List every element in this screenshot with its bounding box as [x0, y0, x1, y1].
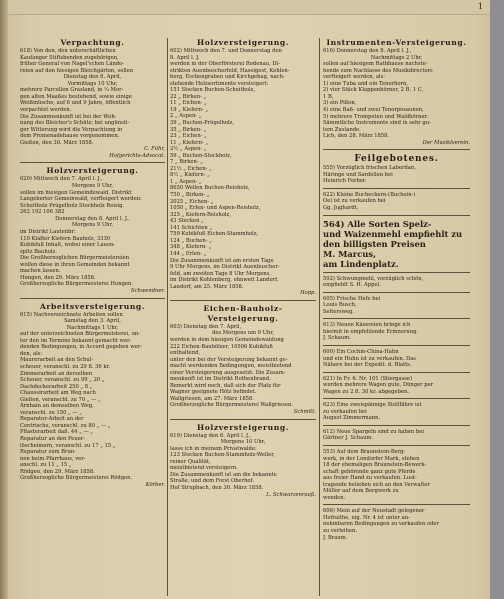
text-line: wenden. [323, 494, 346, 501]
text-line: J. Schaum. [323, 335, 351, 342]
column-middle [170, 38, 316, 596]
text-line: Kaufanger Stiftsbenden zugehörigen, [20, 54, 119, 61]
notice-hofraithe [323, 508, 470, 541]
text-line: 4) eine Baß- und zwei Tenorposaunen, [323, 106, 424, 113]
text-line: nung des Bleicher's Schütz; bei ungünsti- [20, 120, 130, 127]
text-line: 612) Neue Spargeln sind zu haben bei [323, 428, 424, 435]
text-line: Die Zusammenkunft ist bei der Woh- [20, 113, 117, 120]
text-line: 615) Nachverzeichnete Arbeiten sollen [20, 311, 123, 318]
text-line: werden mehrere Wagen gute, Dünger per [323, 382, 434, 389]
notice-divider [170, 300, 316, 301]
text-line: Maurerarbeit an den Schul- [20, 357, 94, 364]
text-line: 151 Stecken Buchen-Scheitholz, [170, 87, 256, 94]
notice-schwungmehl [323, 276, 470, 289]
text-line: Seltersweg. [323, 308, 355, 315]
text-line: Centrische, veranschl. zu 80 „ — „ [20, 422, 111, 429]
text-line: 222 Eichen-Bauhölzer, 10506 Kubikfuß [170, 343, 273, 350]
notice-body [170, 324, 316, 409]
text-line: 606) Mein auf der Neustadt gelegener [323, 508, 425, 515]
text-line: Wagner geeignete Hölz befindet. [170, 389, 257, 396]
notice-holzversteigerung-619 [170, 423, 316, 499]
text-line: 348 „ Kiefern- „ [170, 244, 212, 251]
notice-divider [323, 292, 470, 293]
text-line: 623) Eine zweispännige Stellfähre ist [323, 402, 422, 409]
text-line: Donnerstag den 8. April l. J., [55, 215, 130, 222]
text-line: 141 Schichten „ [170, 224, 213, 231]
notice-signature [20, 482, 165, 489]
notice-signature [170, 290, 316, 297]
text-line: 11 „ Kiefern- „ [170, 139, 209, 146]
text-line: Großherzogliche Bürgermeisterei Rödgen. [20, 475, 133, 482]
text-line: Gießen, den 30. März 1858. [20, 139, 94, 146]
notice-divider [323, 215, 470, 216]
notice-heading: Eichen-Bauholz-Versteigerung. [203, 303, 283, 323]
text-line: Häringe und Sardellen bei [323, 171, 393, 178]
text-line: anschl. zu 11 „ 15 „ [20, 462, 72, 469]
text-line: 600) Ein Cochin-China-Hahn [323, 348, 399, 355]
notice-divider [323, 398, 470, 399]
text-line: 759 Kubikfuß Eichen-Stammholz, [170, 231, 259, 238]
text-line: empfiehlt S. H. Appel. [323, 282, 381, 289]
text-line: Großherzogliche Bürgermeisterei Hungen. [20, 281, 133, 288]
column-rule-left [167, 38, 168, 596]
text-line: 123 Stecken Buchen-Stammholz-Weller, [170, 452, 275, 459]
text-line: den, als: [20, 350, 43, 357]
text-line: 555) Vorzüglich frischen Laberdan, [323, 165, 416, 172]
text-line: werden in dem hiesigen Gemeindewaldung [170, 336, 284, 343]
notice-heading: Holzversteigerung. [46, 166, 139, 176]
column-rule-right [319, 38, 320, 596]
column-left [20, 38, 165, 596]
notice-divider [323, 188, 470, 189]
signature-line: Der Musiklverein. [422, 139, 470, 146]
notice-body [323, 48, 470, 140]
text-line: Oel ist zu verkaufen bei [323, 198, 386, 205]
text-line: enthaltend, [170, 350, 201, 357]
text-line: sollen im hiesigen Gemeindewald, Distrikt [20, 189, 132, 196]
text-line: Bemerkt wird noch, daß sich der Platz für [170, 382, 281, 389]
notice-heading: Holzversteigerung. [196, 38, 290, 47]
notice-body [20, 176, 165, 287]
notice-holzversteigerung-602 [170, 38, 316, 297]
notice-divider [323, 318, 470, 319]
text-line: Vormittags 10 Uhr, [67, 80, 118, 87]
top-margin-band [8, 0, 490, 15]
text-line: 622) Kleine Bucheckern-(Buchein-) [323, 191, 416, 198]
text-line: verpachtet werden. [20, 107, 72, 114]
text-line: 8½ „ Kiefern- „ [170, 172, 210, 179]
text-line: werk, in der Londorfer Mark, stehen [323, 455, 420, 462]
text-line: Reparatur zum Brun- [20, 449, 76, 456]
notice-body [170, 433, 316, 492]
notice-divider [323, 345, 470, 346]
notice-divider [323, 372, 470, 373]
text-line: Zimmerarbeit an derselben [20, 370, 93, 377]
text-line: reien auf den hiesigen Bleichgärten, sollen [20, 67, 134, 74]
text-line: 11 „ Eichen- „ [170, 100, 207, 107]
text-line: nen beim Pfarrhaus, ver- [20, 455, 86, 462]
text-line: 592) Schwungmehl, vorzüglich schön, [323, 275, 424, 282]
text-line: 2½ „ Aspen- „ [170, 146, 207, 153]
text-line: Die Zusammenkunft ist am die bekannte [170, 471, 277, 478]
notice-stellfaehre [323, 402, 470, 422]
notice-body [20, 48, 165, 146]
notice-divider [323, 272, 470, 273]
text-line: Hofraithe, eig. Nr. 4 ist unter an- [323, 514, 410, 521]
text-line: Samstag den 3. April, [64, 318, 121, 325]
text-line: berg, Eschengraben und Kirchgehag, nach- [170, 74, 285, 81]
text-line: denden Bedingungen, in Accord gegeben wer- [20, 344, 143, 351]
notice-divider [20, 298, 165, 299]
notice-braunstein-pferde [323, 449, 470, 501]
text-line: Straße, und dem Forst Oberhof. [170, 478, 254, 485]
text-line: Kubikfuß Inhalt, wobei einer Lauen- [20, 242, 116, 249]
text-line: 22 „ Birken- „ [170, 93, 207, 100]
text-line: 621) In Fr. 6. Nr. 101 (Stiergasse) [323, 375, 413, 382]
text-line: 2 „ Aspen- „ [170, 113, 202, 120]
text-line: aus freier Hand zu verkaufen. Lust- [323, 475, 417, 482]
notice-duenger-wagen [323, 376, 470, 396]
text-line: werden in der Oberförsterei Rodenau, Di- [170, 61, 280, 68]
text-line: Großherzogliche Bürgermeisterei Wallgriesen. [170, 402, 293, 409]
text-line: Hungen, den 29. März 1858. [20, 274, 96, 281]
text-line: 8650 Wellen Buchen-Reisholz, [170, 185, 250, 192]
text-line: J. Braum. [323, 534, 348, 541]
notice-bucheckern-oel [323, 192, 470, 212]
text-line: 1050 „ Erlen- und Aspen-Reisholz, [170, 205, 261, 212]
text-line: Scheitholz Prügelholz Stockholz Reisig. [20, 202, 125, 209]
text-line: 2025 „ Eichen- „ [170, 198, 214, 205]
text-line: 325 „ Kiefern-Reisholz, [170, 211, 231, 218]
text-line: hiermit in empfehlende Erinnerung. [323, 328, 419, 335]
text-line: 616) Donnerstag den 8. April l. J., [323, 48, 412, 54]
text-line: Chaussirarbeit am Weg nach [20, 390, 96, 397]
text-line: veranschl. zu 150 „ — „ [20, 409, 82, 416]
text-line: 553) Auf dem Braunstein-Berg- [323, 448, 406, 455]
text-line: 18 der ehemaligen Braunstein-Bewerk- [323, 462, 427, 469]
text-line: Gg. Jughardt. [323, 205, 359, 212]
text-line: verfteigert werden, als: [323, 74, 385, 81]
text-line: Nachmittags 2 Uhr, [370, 54, 423, 61]
text-line: Morgens 10 Uhr, [220, 439, 266, 446]
signature-line: Schmitt. [293, 408, 316, 415]
text-line: Sämmtliche Instrumente sind in sehr gu- [323, 120, 431, 127]
text-line: löscheimern, veranschl. zu 17 „ 15 „ [20, 442, 116, 449]
text-line: scheuer, veranschl. zu 29 fl. 36 kr. [20, 363, 111, 370]
text-line: 602) Mittwoch den 7. und Donnerstag den [170, 48, 282, 54]
text-line: und Waizenmehl empfiehlt zu [323, 228, 463, 239]
notice-holzversteigerung-620 [20, 166, 165, 294]
text-line: dem Promenadehause vorgenommen. [20, 133, 120, 140]
notice-divider [170, 419, 316, 420]
notice-divider [323, 504, 470, 505]
text-line: 144 „ Erlen- „ [170, 250, 207, 257]
text-line: 3) ein Pißon, [323, 100, 357, 107]
notice-divider [323, 149, 470, 150]
column-right [323, 38, 470, 596]
text-line: Die Großherzoglichen Bürgermeistereien [20, 255, 130, 262]
text-line: 620) Mittwoch den 7. April l. J., [20, 176, 103, 183]
text-line: 2) vier Stück Klappenhörner, 2 B, 1 C, [323, 87, 424, 94]
text-line: Pflasterarbeit daß. 44 „ — „ [20, 429, 93, 436]
text-line: tragende belieben sich an den Verwalter [323, 481, 430, 488]
text-line: Nachmittags 1 Uhr, [66, 324, 119, 331]
text-line: früher General von Nagel'schen Ländo- [20, 61, 124, 68]
text-line: 39 „ Buchen-Prügelholz, [170, 120, 235, 127]
text-line: machen lassen. [20, 268, 61, 275]
text-line: schaft gehörende ganz gute Pferde [323, 468, 416, 475]
text-line: Scheuer, veranschl. zu 99 „ 20 „ [20, 377, 105, 384]
text-line: 43 Stecken „ [170, 218, 204, 225]
page-binding-shadow [0, 0, 8, 599]
text-line: tem Zustande. [323, 126, 361, 133]
text-line: 7 „ Birken- „ [170, 159, 203, 166]
text-line: zu verkaufen bei [323, 408, 367, 415]
text-line: 59 „ Buchen-Stockholz, [170, 152, 232, 159]
text-line: 564) Alle Sorten Spelz- [323, 218, 432, 229]
text-line: Morgens 9 Uhr, [71, 183, 114, 190]
text-line: und ein Huhn ist zu verkaufen. Das [323, 355, 416, 362]
text-line: 1 B, [323, 93, 334, 100]
notice-eichen-bauholz [170, 304, 316, 416]
text-line: im Distrikt Lautenbr: [20, 229, 76, 235]
text-line: 618) Von den, den unterschäftlichen [20, 48, 116, 54]
text-line: Lich, den 28. März 1858. [323, 133, 390, 140]
text-line: macht werdenden Bedingungen, meistbietend [170, 363, 292, 370]
notice-heading: Holzversteigerung. [196, 422, 290, 432]
text-line: zu verleihen. [323, 527, 357, 534]
text-line: Nähere bei der Expedit. d. Blatts. [323, 362, 412, 369]
text-line: sollen auf hiesigem Rathhause nachste- [323, 61, 428, 68]
notice-signature [170, 409, 316, 416]
signature-line: C. Führ, [144, 146, 165, 153]
section-heading-feilgebotenes: Feilgebotenes. [354, 154, 439, 165]
signature-line: Schwendner. [131, 287, 165, 294]
text-line: lasse ich in meinem Privatwalde: [170, 445, 257, 452]
text-line: Arnhain an demselben Weg, [20, 403, 94, 410]
text-line: gen alten Maaßes bestehend, sowie einige [20, 93, 132, 100]
text-line: den billigsten Preisen [323, 238, 426, 249]
text-line: hende zum Nachlasse des Musikdirectors [323, 67, 433, 74]
text-line: 619) Dienstag den 6. April l. J., [170, 432, 252, 439]
notice-divider [20, 162, 165, 163]
text-line: Wagen zu 2 fl. 30 kr. abgegeben. [323, 388, 409, 395]
text-line: Müller auf dem Bergwerk zu [323, 488, 399, 495]
text-line: meistbietend versteigern. [170, 465, 238, 472]
text-line: Weißmüsche, auf 6 und 9 Jahre, öffentlich [20, 100, 131, 107]
text-line: M. Marcus, [323, 248, 377, 259]
text-line: 110 Klafter Kiefern Bauholz, 3330 [20, 235, 111, 242]
text-line: auf der unterzeichneten Bürgermeisterei, un- [20, 331, 141, 338]
notice-heading: Verpachtung. [60, 38, 125, 47]
notice-spelzmehl [323, 219, 470, 269]
text-line: Louis Busch, [323, 302, 357, 309]
text-line: feld, am zweiten Tage 8 Uhr Morgens, [170, 270, 271, 277]
page-number: 1 [478, 2, 484, 11]
text-line: 613) Neuen Käsereien bringe ich [323, 322, 411, 329]
text-line: Rödgen, den 29. März 1858. [20, 468, 95, 475]
text-line: Hof Strupbach, den 30. März 1858. [170, 485, 264, 491]
text-line: spitz Bauholz. [20, 248, 57, 255]
text-line: Gießen, veranschl. zu 70 „ — „ [20, 396, 101, 403]
text-line: Reparatur an den Feuer- [20, 436, 86, 442]
text-line: Reparatur-Arbeit an der [20, 416, 84, 423]
signature-line: Körber. [145, 481, 165, 488]
text-line: Dachdeckerarbeit 250 „ 8 „ [20, 383, 93, 390]
text-line: 603) Dienstag den 7. April, [170, 323, 242, 330]
notice-instrumenten [323, 38, 470, 146]
notice-heading: Instrumenten-Versteigerung. [326, 38, 467, 47]
text-line: Die Zusammenkunft ist am ersten Tage [170, 257, 274, 264]
notice-body [170, 48, 316, 290]
notice-arbeitsversteigerung [20, 302, 165, 489]
text-line: strikten Auenbuscherfeld, Haselgest, Kohlen- [170, 67, 290, 74]
text-line: ger Witterung wird die Verpachtung in [20, 126, 123, 133]
notice-heading: Arbeitsversteigerung. [39, 301, 146, 311]
text-line: 21½ „ Eichen- „ [170, 165, 212, 172]
text-line: ter den im Termine bekannt gemacht wer- [20, 337, 132, 344]
text-line: Landorf, am 25. März 1858. [170, 283, 244, 290]
text-line: des Morgens um 9 Uhr, [212, 330, 274, 337]
text-line: Gärtner J. Schaum. [323, 435, 374, 442]
text-line: 262 192 106 382 [20, 209, 65, 216]
text-line: stehende Holzsortimente versteigert: [170, 80, 269, 87]
text-line: am Lindenplatz. [323, 258, 399, 269]
notice-spargeln [323, 429, 470, 442]
text-line: einer Versteigerung ausgesetzt. Die Zusam- [170, 369, 286, 376]
text-line: im Distrikt Kohlenberg, ohnweit Landorf. [170, 277, 279, 284]
notice-verpachtung [20, 38, 165, 159]
text-line: 19 „ Kiefern- „ [170, 106, 209, 113]
text-line: 8. April l. J. [170, 54, 200, 61]
notice-divider [323, 425, 470, 426]
notice-body [20, 312, 165, 482]
text-line: Heinrich Ferber. [323, 178, 367, 185]
text-line: 605) Frische Hefe bei [323, 295, 381, 302]
page-edge-strip [490, 0, 504, 599]
text-line: 1 „ Aspen- „ [170, 178, 202, 185]
text-line: Wallgriesen, am 27. März 1858. [170, 395, 254, 402]
notice-divider [323, 445, 470, 446]
text-line: 35 „ Birken- „ [170, 126, 207, 133]
text-line: nehmbaren Bedingungen zu verkaufen oder [323, 521, 439, 528]
text-line: menkunft ist im Distrikt Rothenbrand. [170, 376, 271, 383]
notice-signature [170, 492, 316, 499]
notice-cochin-china [323, 349, 470, 369]
text-line: Dienstag den 6. April, [63, 74, 122, 81]
notice-frische-hefe [323, 296, 470, 316]
notice-signature [20, 288, 165, 295]
text-line: mehrere Parcellen Grasland, in ¼ Mor- [20, 87, 124, 94]
text-line: August Zimmermann. [323, 415, 381, 422]
text-line: Morgens 9 Uhr, [71, 222, 114, 229]
text-line: 124 „ Buchen- „ [170, 237, 212, 244]
signature-line: L. Schwarzenrauß. [266, 491, 316, 498]
signature-line: Hofgerichts-Advocat. [109, 152, 165, 159]
text-line: 5) mehrere Trompeten und Waldhörner. [323, 113, 429, 120]
notice-kaesereien [323, 322, 470, 342]
text-line: wollen diese in ihren Gemeinden bekannt [20, 261, 130, 268]
notice-signature [20, 146, 165, 159]
text-line: 9 Uhr Morgens, im Distrikt Auenbuscher- [170, 264, 280, 271]
text-line: 23 „ Eichen- „ [170, 133, 207, 140]
text-line: 750 „ Birken- „ [170, 192, 210, 199]
notice-laberdan [323, 165, 470, 185]
text-line: unter den bei der Versteigerung bekannt ge- [170, 356, 288, 363]
text-line: Langeberter Gemeinwald, verfteigert werden: [20, 196, 142, 203]
signature-line: Hopp. [300, 290, 316, 297]
text-line: 1) eine Tuba und ein Tenorhorn, [323, 80, 409, 87]
text-line: reiner Qualität, [170, 458, 211, 465]
notice-signature [323, 140, 470, 147]
